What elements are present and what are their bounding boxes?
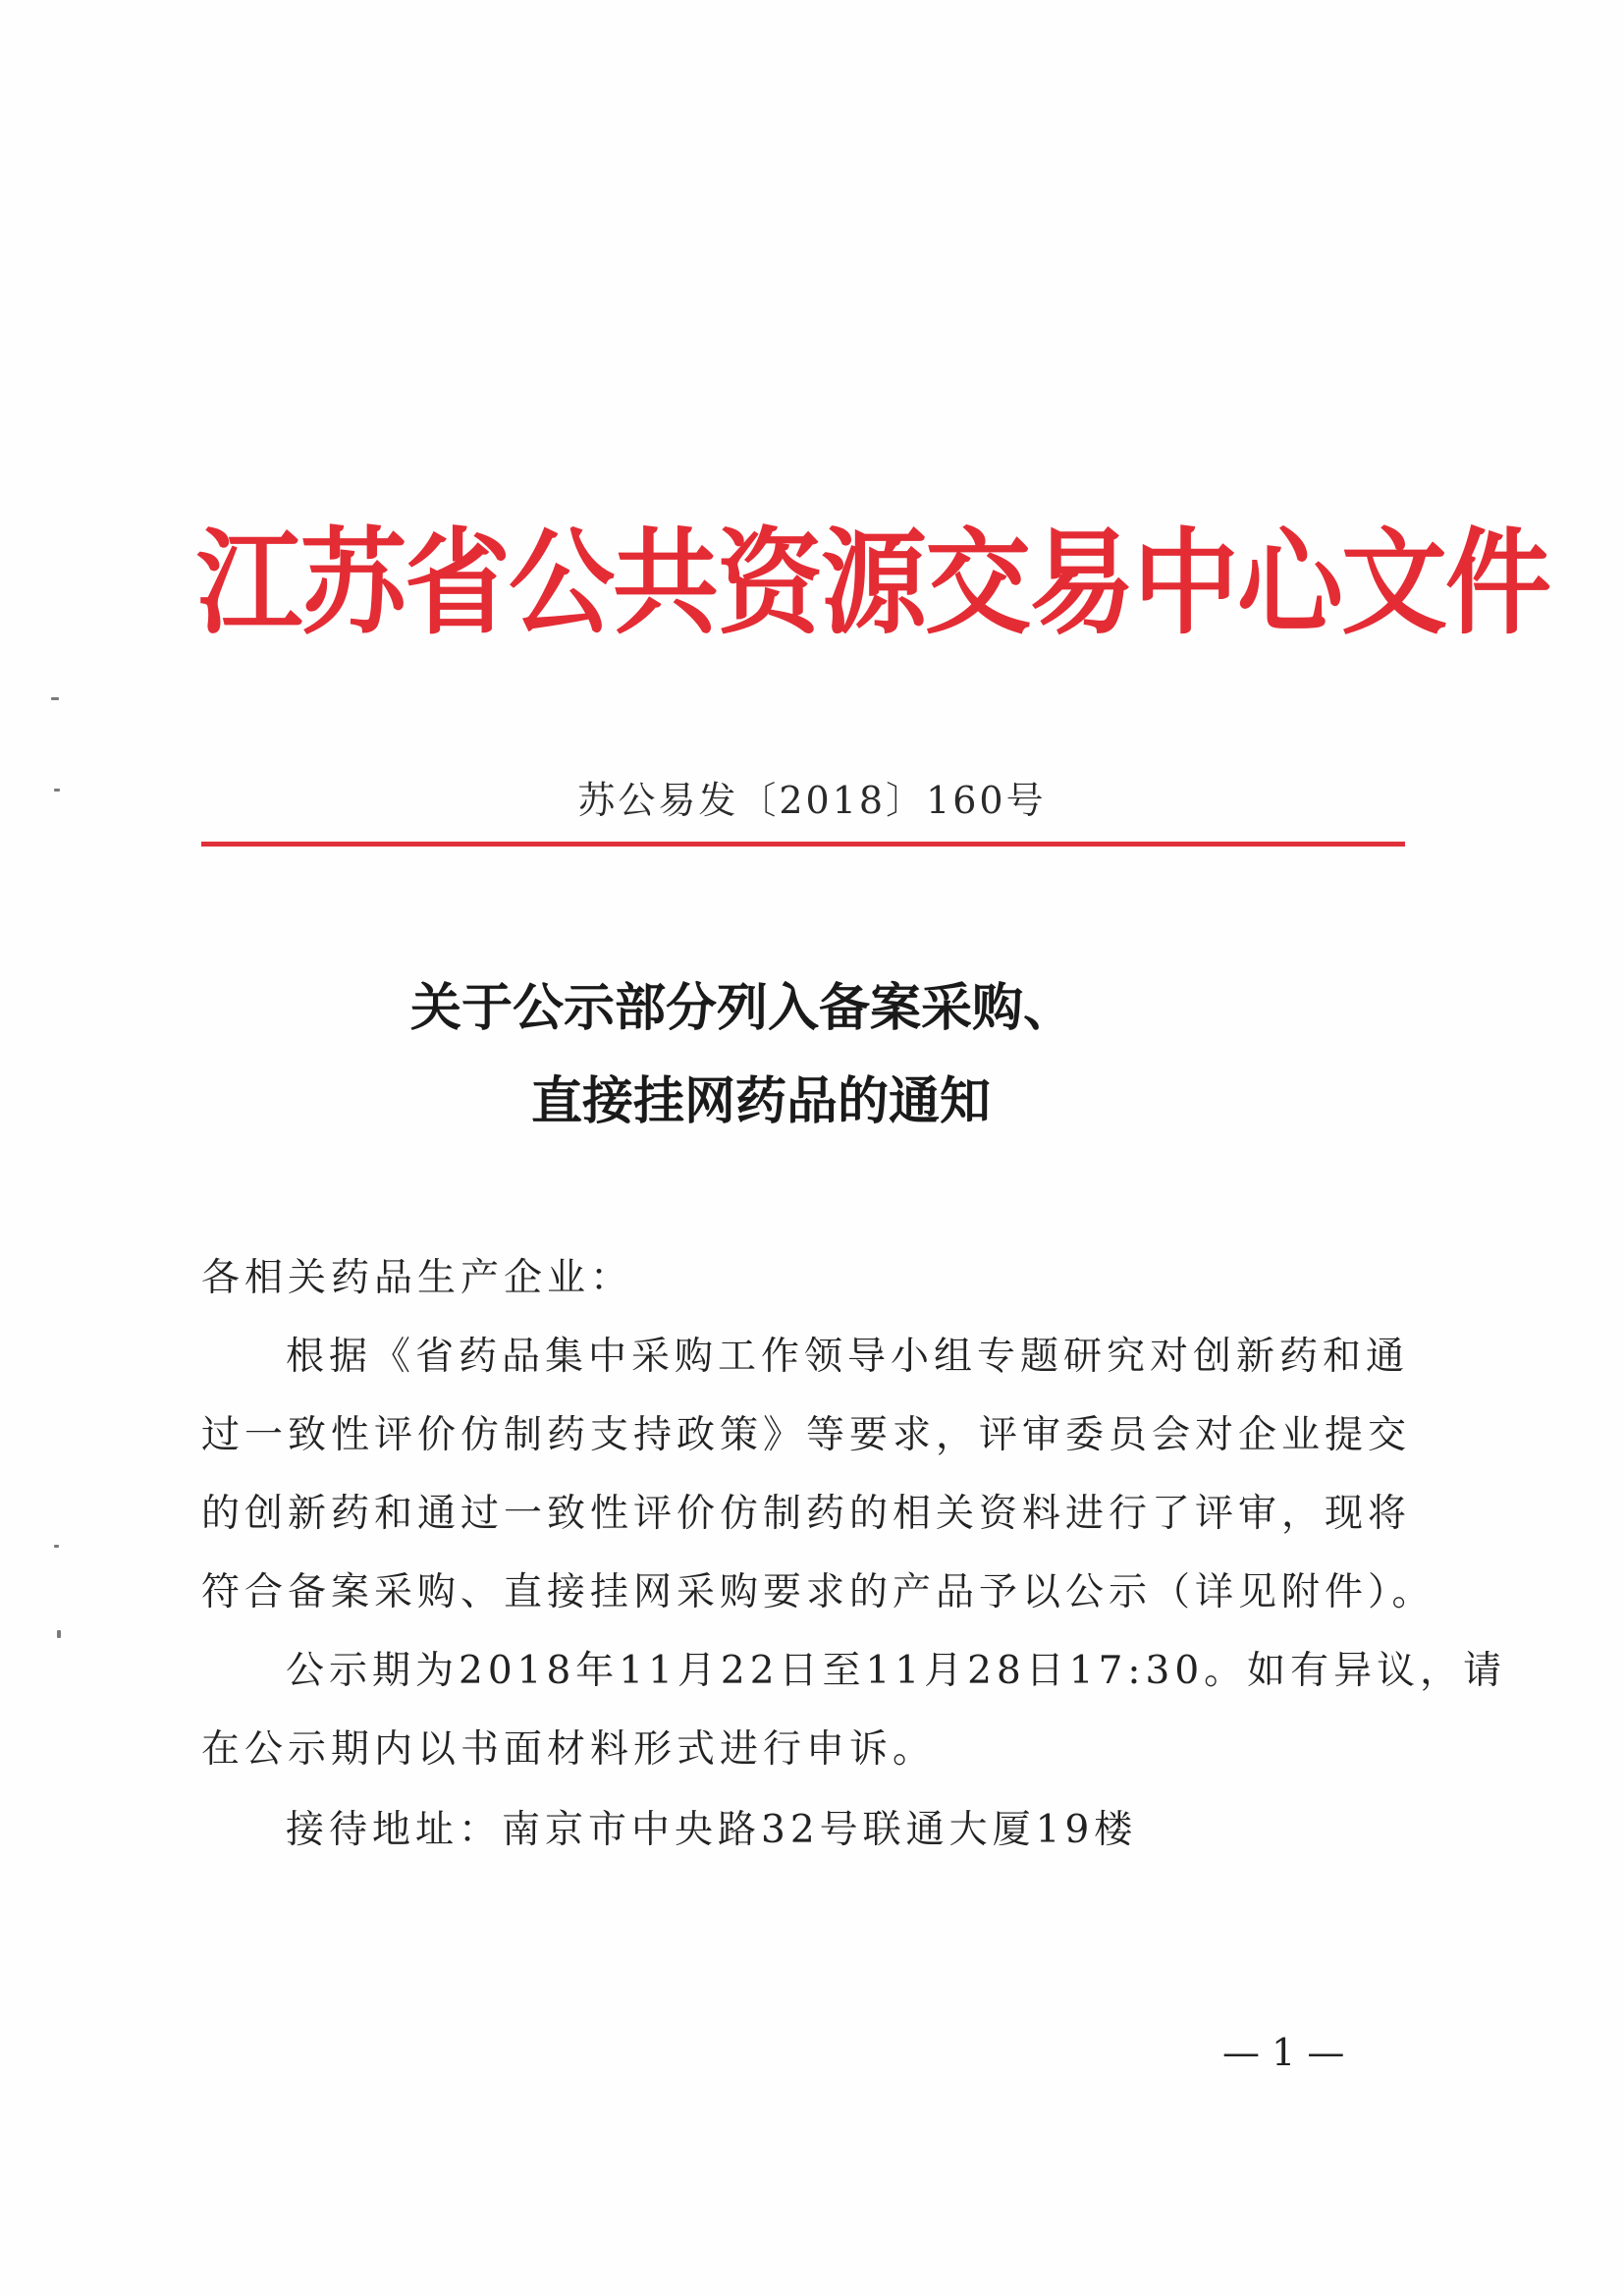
reception-address: 接待地址：南京市中央路32号联通大厦19楼 (286, 1808, 1138, 1852)
paragraph-1-line-4: 符合备案采购、直接挂网采购要求的产品予以公示（详见附件）。 (201, 1570, 1435, 1614)
notice-title-line-1: 关于公示部分列入备案采购、 (410, 979, 1075, 1038)
document-number: 苏公易发〔2018〕160号 (577, 779, 1047, 822)
red-divider-rule (201, 842, 1405, 847)
notice-title-line-2: 直接挂网药品的通知 (531, 1072, 992, 1131)
paragraph-1-line-2: 过一致性评价仿制药支持政策》等要求，评审委员会对企业提交 (201, 1413, 1412, 1457)
scan-artifact-mark (57, 1630, 61, 1638)
scan-artifact-mark (51, 697, 59, 700)
paragraph-1-line-3: 的创新药和通过一致性评价仿制药的相关资料进行了评审，现将 (201, 1492, 1412, 1536)
paragraph-2-line-2: 在公示期内以书面材料形式进行申诉。 (201, 1727, 937, 1772)
paragraph-1-line-1: 根据《省药品集中采购工作领导小组专题研究对创新药和通 (286, 1335, 1410, 1379)
salutation: 各相关药品生产企业： (201, 1256, 634, 1300)
letterhead-title: 江苏省公共资源交易中心文件 (196, 517, 1550, 650)
scan-artifact-mark (54, 1545, 59, 1548)
paragraph-2-line-1: 公示期为2018年11月22日至11月28日17:30。如有异议，请 (286, 1649, 1507, 1693)
page-number: — 1 — (1222, 2031, 1345, 2074)
